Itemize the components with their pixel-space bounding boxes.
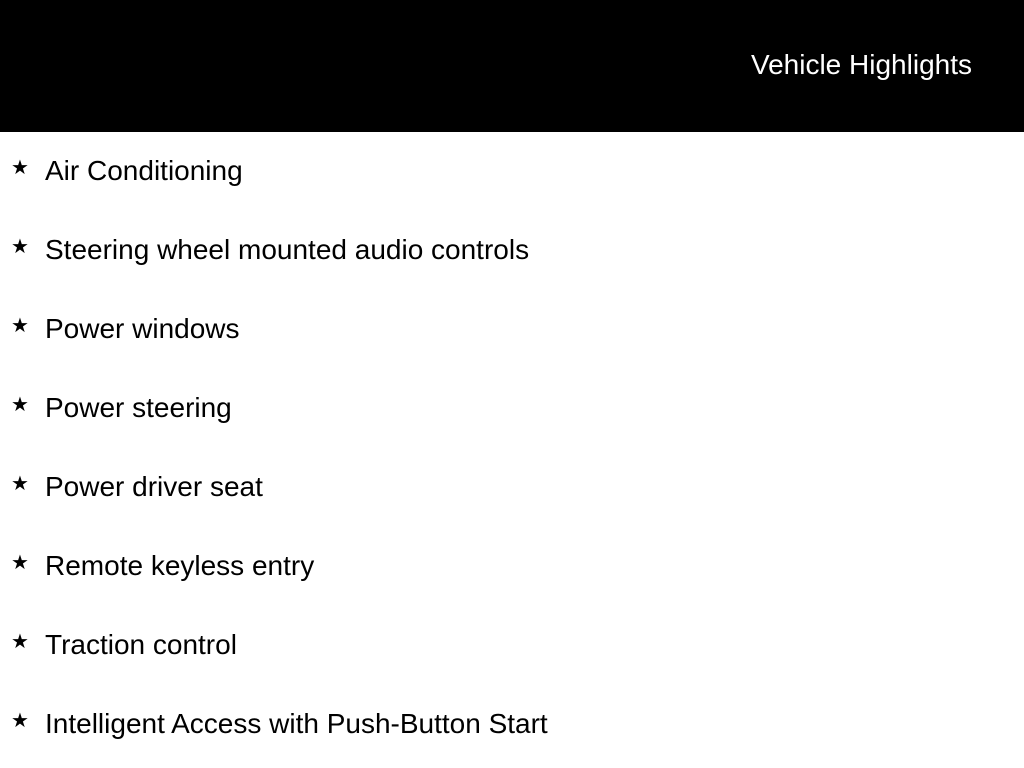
star-icon: ★ xyxy=(11,710,29,732)
list-item xyxy=(0,527,1024,606)
star-icon: ★ xyxy=(11,157,29,179)
star-icon: ★ xyxy=(11,552,29,574)
list-item xyxy=(0,685,1024,764)
list-item xyxy=(0,369,1024,448)
page-title: Vehicle Highlights xyxy=(750,49,972,80)
list-item-label: Remote keyless entry xyxy=(45,550,315,581)
star-icon: ★ xyxy=(11,236,29,258)
list-item xyxy=(0,290,1024,369)
vehicle-highlights-list xyxy=(0,132,1024,764)
star-icon: ★ xyxy=(11,631,29,653)
list-item-label: Steering wheel mounted audio controls xyxy=(45,234,530,265)
list-item-label: Traction control xyxy=(45,629,237,660)
list-item xyxy=(0,132,1024,211)
star-icon: ★ xyxy=(11,315,29,337)
list-item-label: Power driver seat xyxy=(45,471,263,502)
page-header xyxy=(0,0,1024,132)
list-item-label: Power windows xyxy=(45,313,240,344)
list-item xyxy=(0,606,1024,685)
list-item-label: Air Conditioning xyxy=(45,155,243,186)
list-item xyxy=(0,211,1024,290)
star-icon: ★ xyxy=(11,473,29,495)
list-item-label: Intelligent Access with Push-Button Start xyxy=(45,708,548,739)
list-item-label: Power steering xyxy=(45,392,232,423)
list-item xyxy=(0,448,1024,527)
star-icon: ★ xyxy=(11,394,29,416)
